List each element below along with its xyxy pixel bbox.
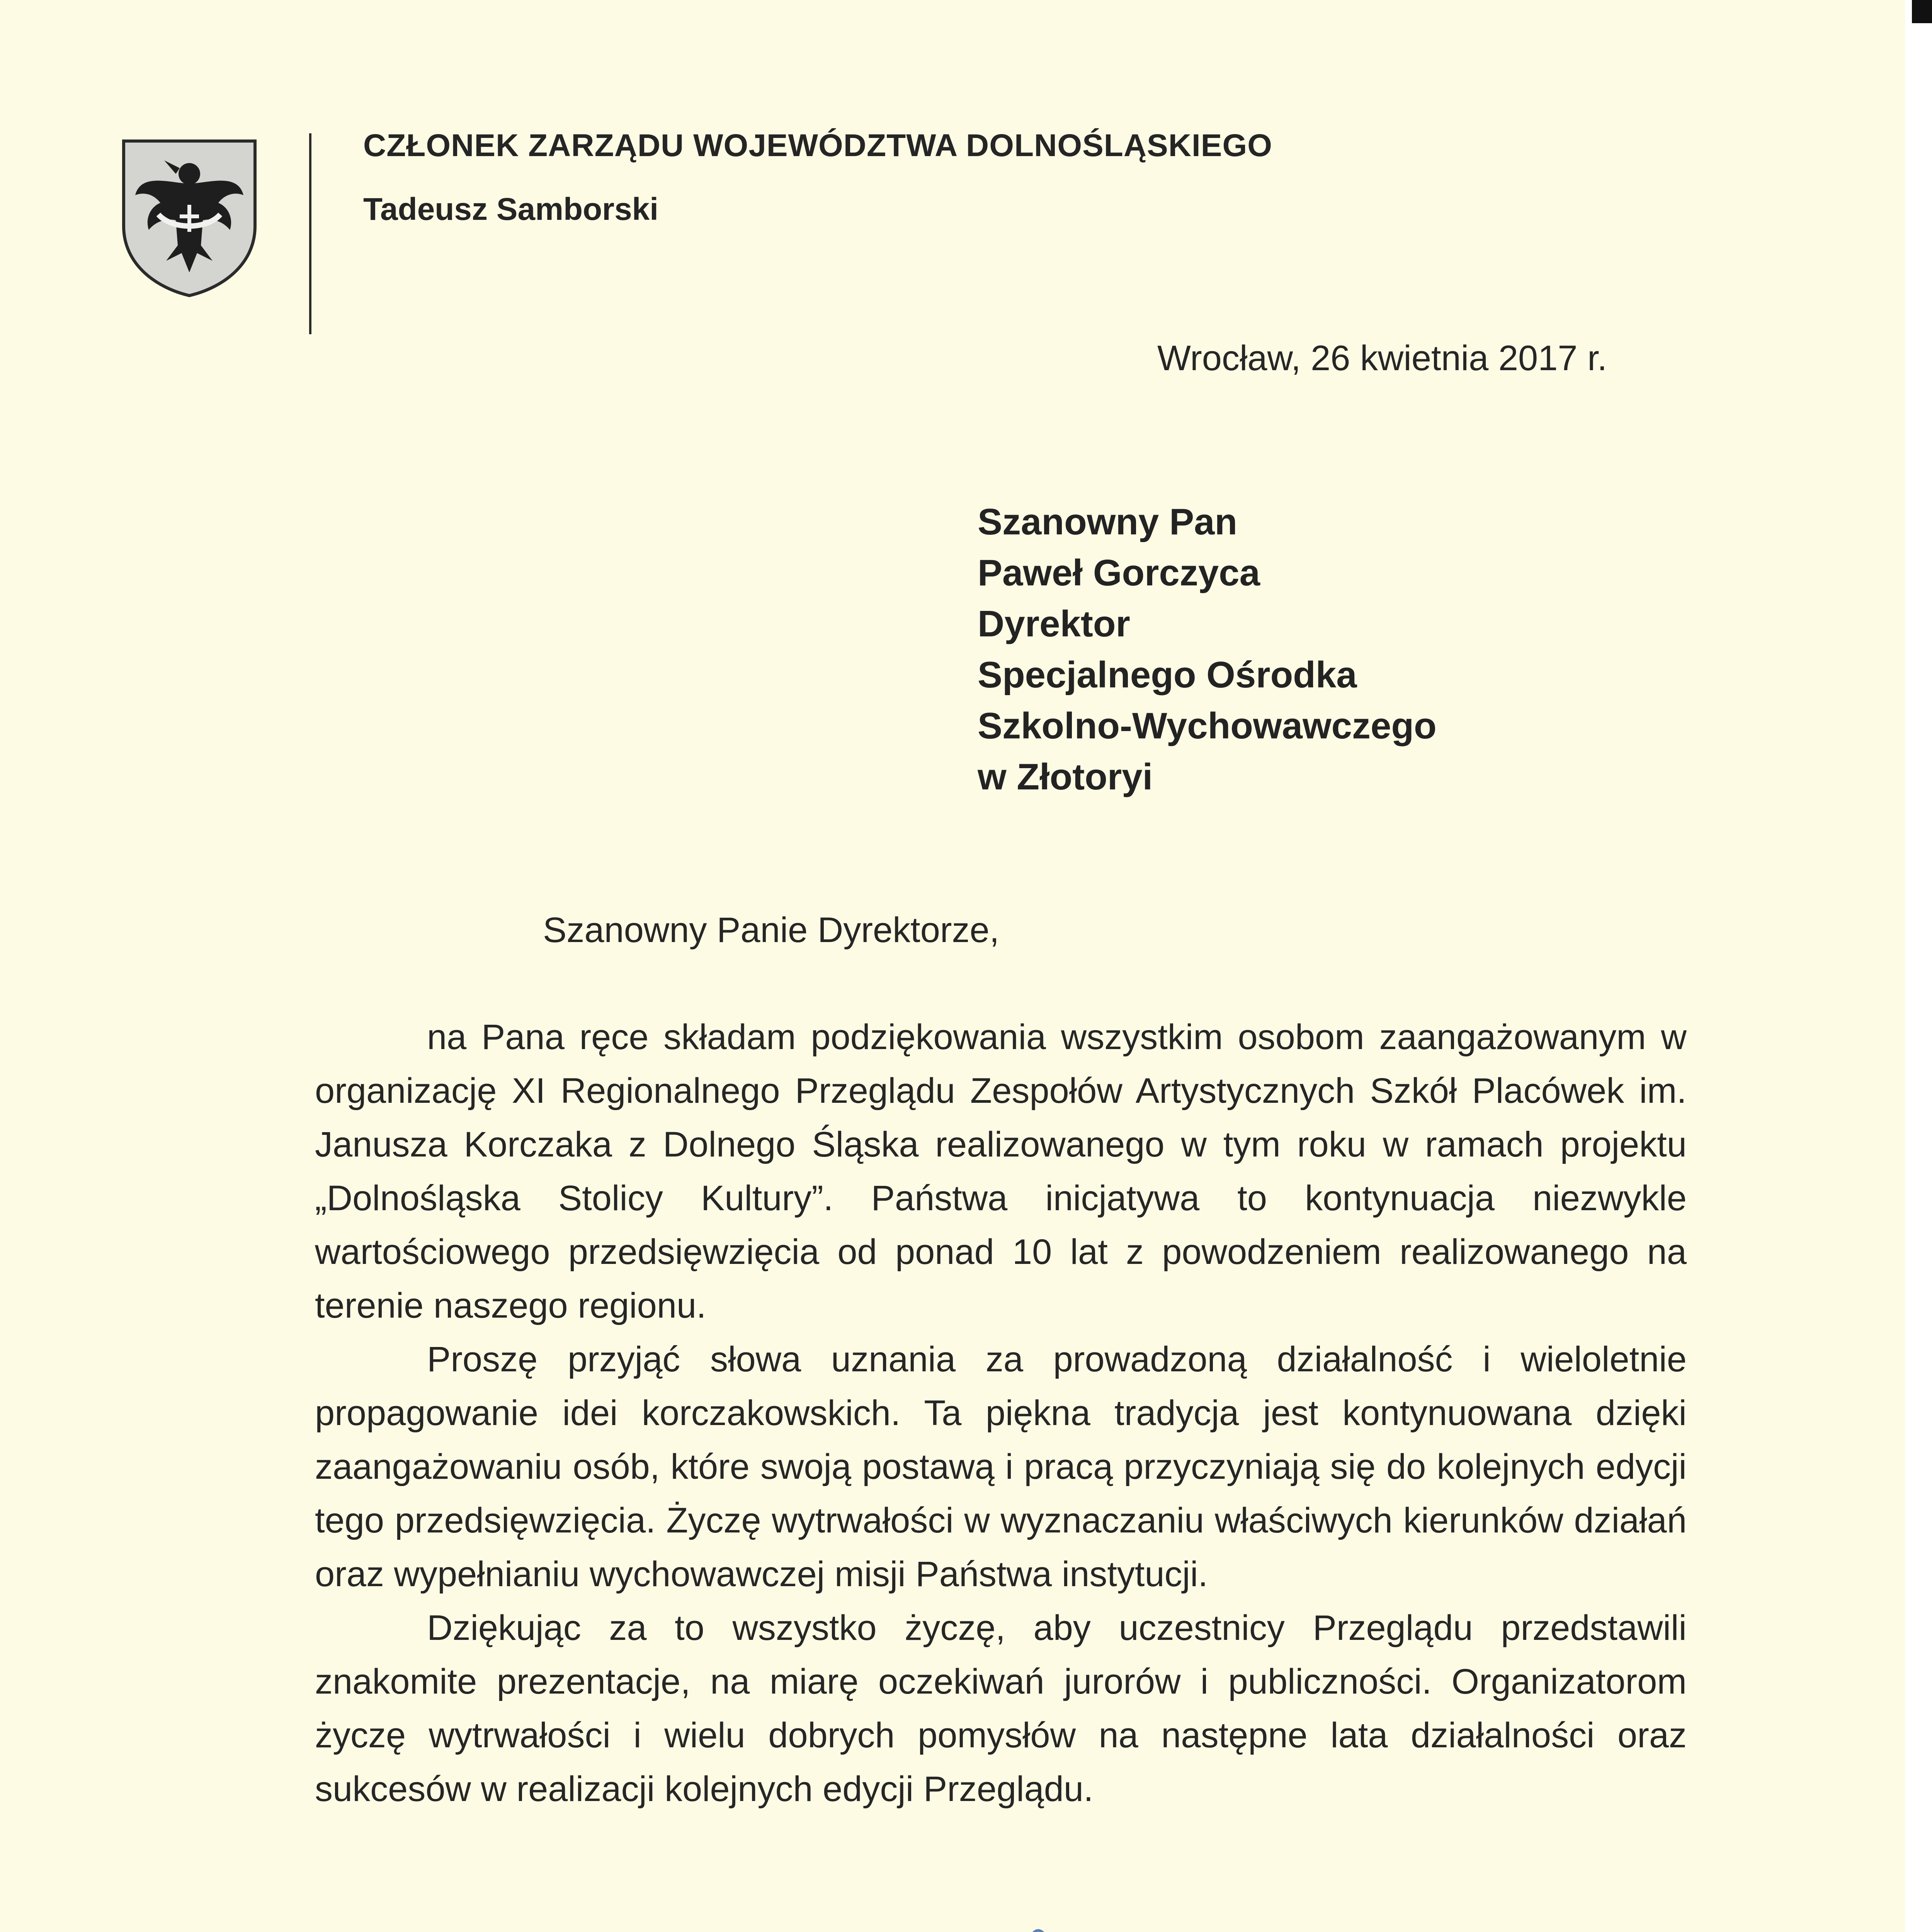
- addressee-line: Szkolno-Wychowawczego: [978, 705, 1437, 747]
- header-divider: [309, 133, 311, 334]
- letter-date: Wrocław, 26 kwietnia 2017 r.: [1157, 338, 1607, 378]
- addressee-line: w Złotoryi: [978, 756, 1153, 798]
- addressee-line: Specjalnego Ośrodka: [978, 654, 1357, 696]
- header-title: CZŁONEK ZARZĄDU WOJEWÓDZTWA DOLNOŚLĄSKIEGO: [363, 128, 1273, 163]
- addressee-line: Paweł Gorczyca: [978, 552, 1260, 594]
- addressee-line: Dyrektor: [978, 603, 1130, 645]
- addressee-line: Szanowny Pan: [978, 501, 1238, 543]
- coat-of-arms-icon: [118, 137, 261, 299]
- letter-body: [315, 1010, 1687, 1816]
- body-paragraph: na Pana ręce składam podziękowania wszystkim osobom zaangażowanym w organizację XI Regionalnego Przeglądu Zespołów Artystycznych Szkół Placówek im. Janusza Korczaka z Dolnego Śląska realizowanego w tym roku w ramach projektu „Dolnośląska Stolicy Kultury”. Państwa inicjatywa to kontynuacja niezwykle wartościowego przedsięwzięcia od ponad 10 lat z powodzeniem realizowanego na terenie naszego regionu.: [315, 1017, 1687, 1325]
- salutation: Szanowny Panie Dyrektorze,: [543, 910, 1000, 950]
- scan-edge-mark: [1912, 0, 1932, 23]
- body-paragraph: Proszę przyjąć słowa uznania za prowadzoną działalność i wieloletnie propagowanie idei korczakowskich. Ta piękna tradycja jest kontynuowana dzięki zaangażowaniu osób, które swoją postawą i pracą przyczyniają się do kolejnych edycji tego przedsięwzięcia. Życzę wytrwałości w wyznaczaniu właściwych kierunków działań oraz wypełnianiu wychowawczej misji Państwa instytucji.: [315, 1340, 1687, 1594]
- body-paragraph: Dziękując za to wszystko życzę, aby uczestnicy Przeglądu przedstawili znakomite prezentacje, na miarę oczekiwań jurorów i publiczności. Organizatorom życzę wytrwałości i wielu dobrych pomysłów na następne lata działalności oraz sukcesów w realizacji kolejnych edycji Przeglądu.: [315, 1608, 1687, 1809]
- handwritten-signature: [993, 1907, 1403, 1932]
- header-name: Tadeusz Samborski: [363, 192, 659, 227]
- scan-edge: [1905, 0, 1932, 1932]
- addressee-block: [978, 497, 1437, 803]
